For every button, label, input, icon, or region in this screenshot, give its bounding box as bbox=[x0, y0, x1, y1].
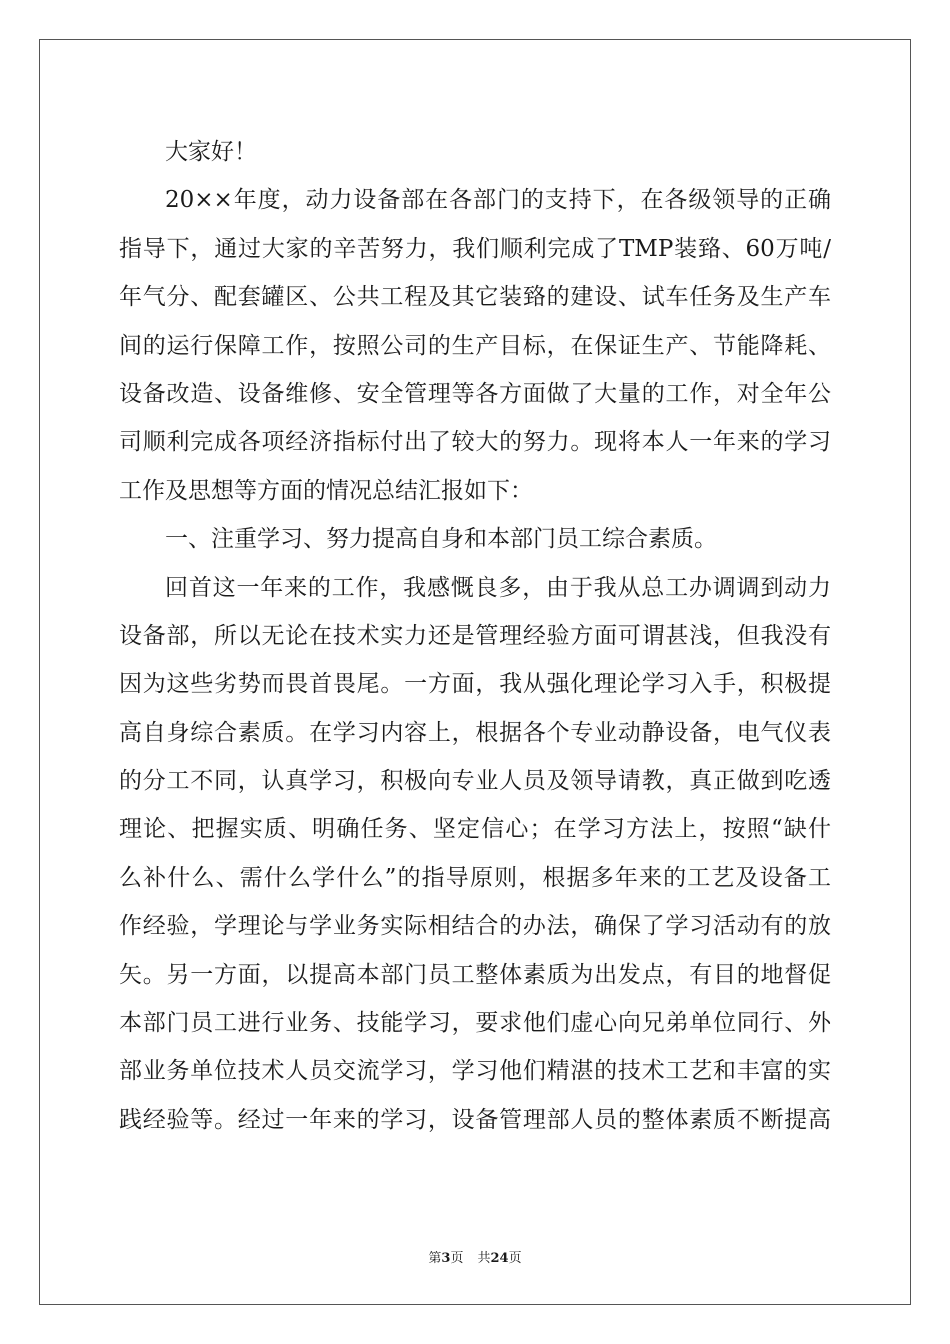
document-body bbox=[119, 128, 831, 1144]
text-line: 矢。另一方面，以提高本部门员工整体素质为出发点，有目的地督促 bbox=[119, 961, 831, 988]
text-line: 设备部，所以无论在技术实力还是管理经验方面可谓甚浅，但我没有 bbox=[119, 622, 831, 649]
text-line: 么补什么、需什么学什么”的指导原则，根据多年来的工艺及设备工 bbox=[119, 864, 831, 891]
text-line: 高自身综合素质。在学习内容上，根据各个专业动静设备，电气仪表 bbox=[119, 719, 831, 746]
text-line: 部业务单位技术人员交流学习，学习他们精湛的技术工艺和丰富的实 bbox=[119, 1058, 831, 1085]
text-line: 回首这一年来的工作，我感慨良多，由于我从总工办调调到动力 bbox=[165, 574, 831, 601]
text-line: 因为这些劣势而畏首畏尾。一方面，我从强化理论学习入手，积极提 bbox=[119, 671, 831, 698]
text-line: 作经验，学理论与学业务实际相结合的办法，确保了学习活动有的放 bbox=[119, 913, 831, 940]
text-line: 大家好！ bbox=[165, 139, 257, 165]
text-line: 20××年度，动力设备部在各部门的支持下，在各级领导的正确 bbox=[165, 187, 831, 214]
text-line: 的分工不同，认真学习，积极向专业人员及领导请教，真正做到吃透 bbox=[119, 768, 831, 795]
total-page-count: 24 bbox=[490, 1251, 509, 1266]
page-suffix: 页 bbox=[450, 1251, 464, 1266]
text-line: 指导下，通过大家的辛苦努力，我们顺利完成了TMP装臵、60万吨/ bbox=[119, 235, 831, 262]
total-suffix: 页 bbox=[508, 1251, 522, 1266]
text-line: 间的运行保障工作，按照公司的生产目标，在保证生产、节能降耗、 bbox=[119, 332, 831, 359]
text-line: 设备改造、设备维修、安全管理等各方面做了大量的工作，对全年公 bbox=[119, 380, 831, 407]
text-line: 司顺利完成各项经济指标付出了较大的努力。现将本人一年来的学习 bbox=[119, 429, 831, 456]
text-line: 工作及思想等方面的情况总结汇报如下： bbox=[119, 477, 533, 504]
text-line: 本部门员工进行业务、技能学习，要求他们虚心向兄弟单位同行、外 bbox=[119, 1010, 831, 1037]
total-prefix: 共 bbox=[477, 1251, 491, 1266]
text-line: 年气分、配套罐区、公共工程及其它装臵的建设、试车任务及生产车 bbox=[119, 284, 831, 311]
page-prefix: 第 bbox=[428, 1251, 442, 1266]
text-line: 一、注重学习、努力提高自身和本部门员工综合素质。 bbox=[165, 526, 717, 553]
text-line: 践经验等。经过一年来的学习，设备管理部人员的整体素质不断提高 bbox=[119, 1106, 831, 1133]
text-line: 理论、把握实质、明确任务、坚定信心；在学习方法上，按照“缺什 bbox=[119, 816, 831, 843]
page-footer bbox=[0, 1247, 950, 1266]
current-page-number: 3 bbox=[441, 1251, 451, 1266]
